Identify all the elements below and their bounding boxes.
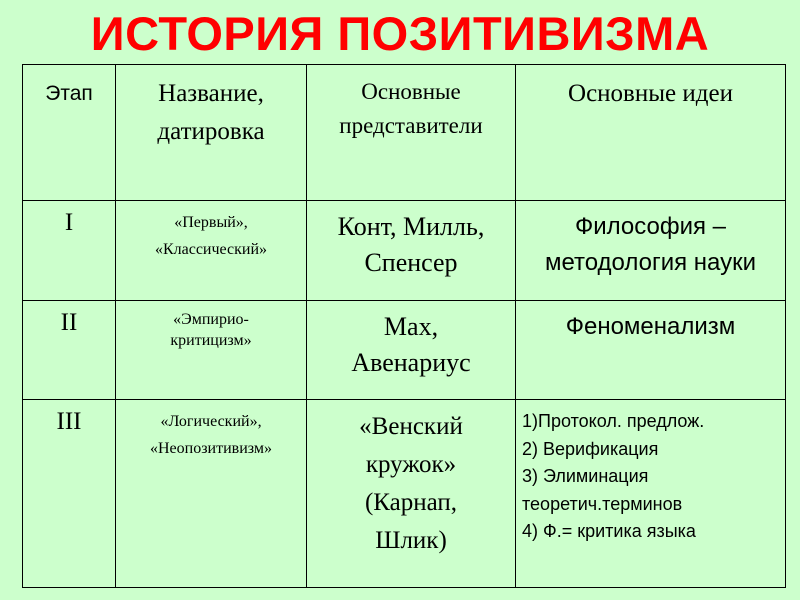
representatives-cell bbox=[307, 400, 516, 588]
name-cell bbox=[116, 400, 307, 588]
list-item: 3) Элиминация bbox=[522, 466, 649, 486]
stage-cell: II bbox=[23, 301, 116, 400]
header-reps-line: Основные bbox=[361, 79, 461, 104]
ideas-line: Философия – bbox=[574, 213, 727, 240]
header-ideas bbox=[516, 65, 786, 201]
representatives-cell bbox=[307, 301, 516, 400]
table-header-row bbox=[23, 65, 786, 201]
name-line: «Первый», bbox=[174, 214, 248, 231]
name-line: критицизм» bbox=[170, 332, 252, 349]
list-item: 1)Протокол. предлож. bbox=[522, 411, 705, 431]
header-stage-label: Этап bbox=[45, 82, 93, 105]
header-name-line: Название, bbox=[158, 80, 264, 107]
name-line: «Эмпирио- bbox=[173, 311, 249, 328]
header-ideas-label: Основные идеи bbox=[568, 80, 733, 107]
name-cell bbox=[116, 301, 307, 400]
reps-line: Спенсер bbox=[364, 248, 458, 277]
name-cell bbox=[116, 201, 307, 301]
list-item: 2) Верификация bbox=[522, 438, 659, 459]
ideas-line: Феноменализм bbox=[565, 313, 736, 340]
reps-line: «Венский bbox=[359, 413, 463, 440]
stage-cell: III bbox=[23, 400, 116, 588]
reps-line: Авенариус bbox=[351, 348, 471, 377]
header-stage bbox=[23, 65, 116, 201]
stage-cell: I bbox=[23, 201, 116, 301]
header-reps-line: представители bbox=[339, 113, 483, 138]
name-line: «Неопозитивизм» bbox=[150, 440, 272, 457]
positivism-table bbox=[22, 64, 786, 588]
reps-line: (Карнап, bbox=[364, 489, 458, 516]
ideas-cell bbox=[516, 201, 786, 301]
header-representatives bbox=[307, 65, 516, 201]
name-line: «Логический», bbox=[160, 413, 262, 430]
name-line: «Классический» bbox=[154, 241, 268, 258]
ideas-line: методология науки bbox=[544, 249, 757, 276]
reps-line: Шлик) bbox=[375, 527, 447, 554]
ideas-list-cell bbox=[516, 400, 786, 588]
ideas-cell bbox=[516, 301, 786, 400]
table-row bbox=[23, 201, 786, 301]
list-item: 4) Ф.= критика языка bbox=[522, 521, 696, 541]
header-name bbox=[116, 65, 307, 201]
list-item: теоретич.терминов bbox=[522, 493, 683, 514]
table-row bbox=[23, 301, 786, 400]
reps-line: кружок» bbox=[365, 451, 457, 478]
representatives-cell bbox=[307, 201, 516, 301]
table-row bbox=[23, 400, 786, 588]
reps-line: Мах, bbox=[383, 312, 439, 341]
page-title: ИСТОРИЯ ПОЗИТИВИЗМА bbox=[90, 7, 710, 60]
header-name-line: датировка bbox=[157, 118, 265, 145]
reps-line: Конт, Милль, bbox=[337, 212, 485, 241]
